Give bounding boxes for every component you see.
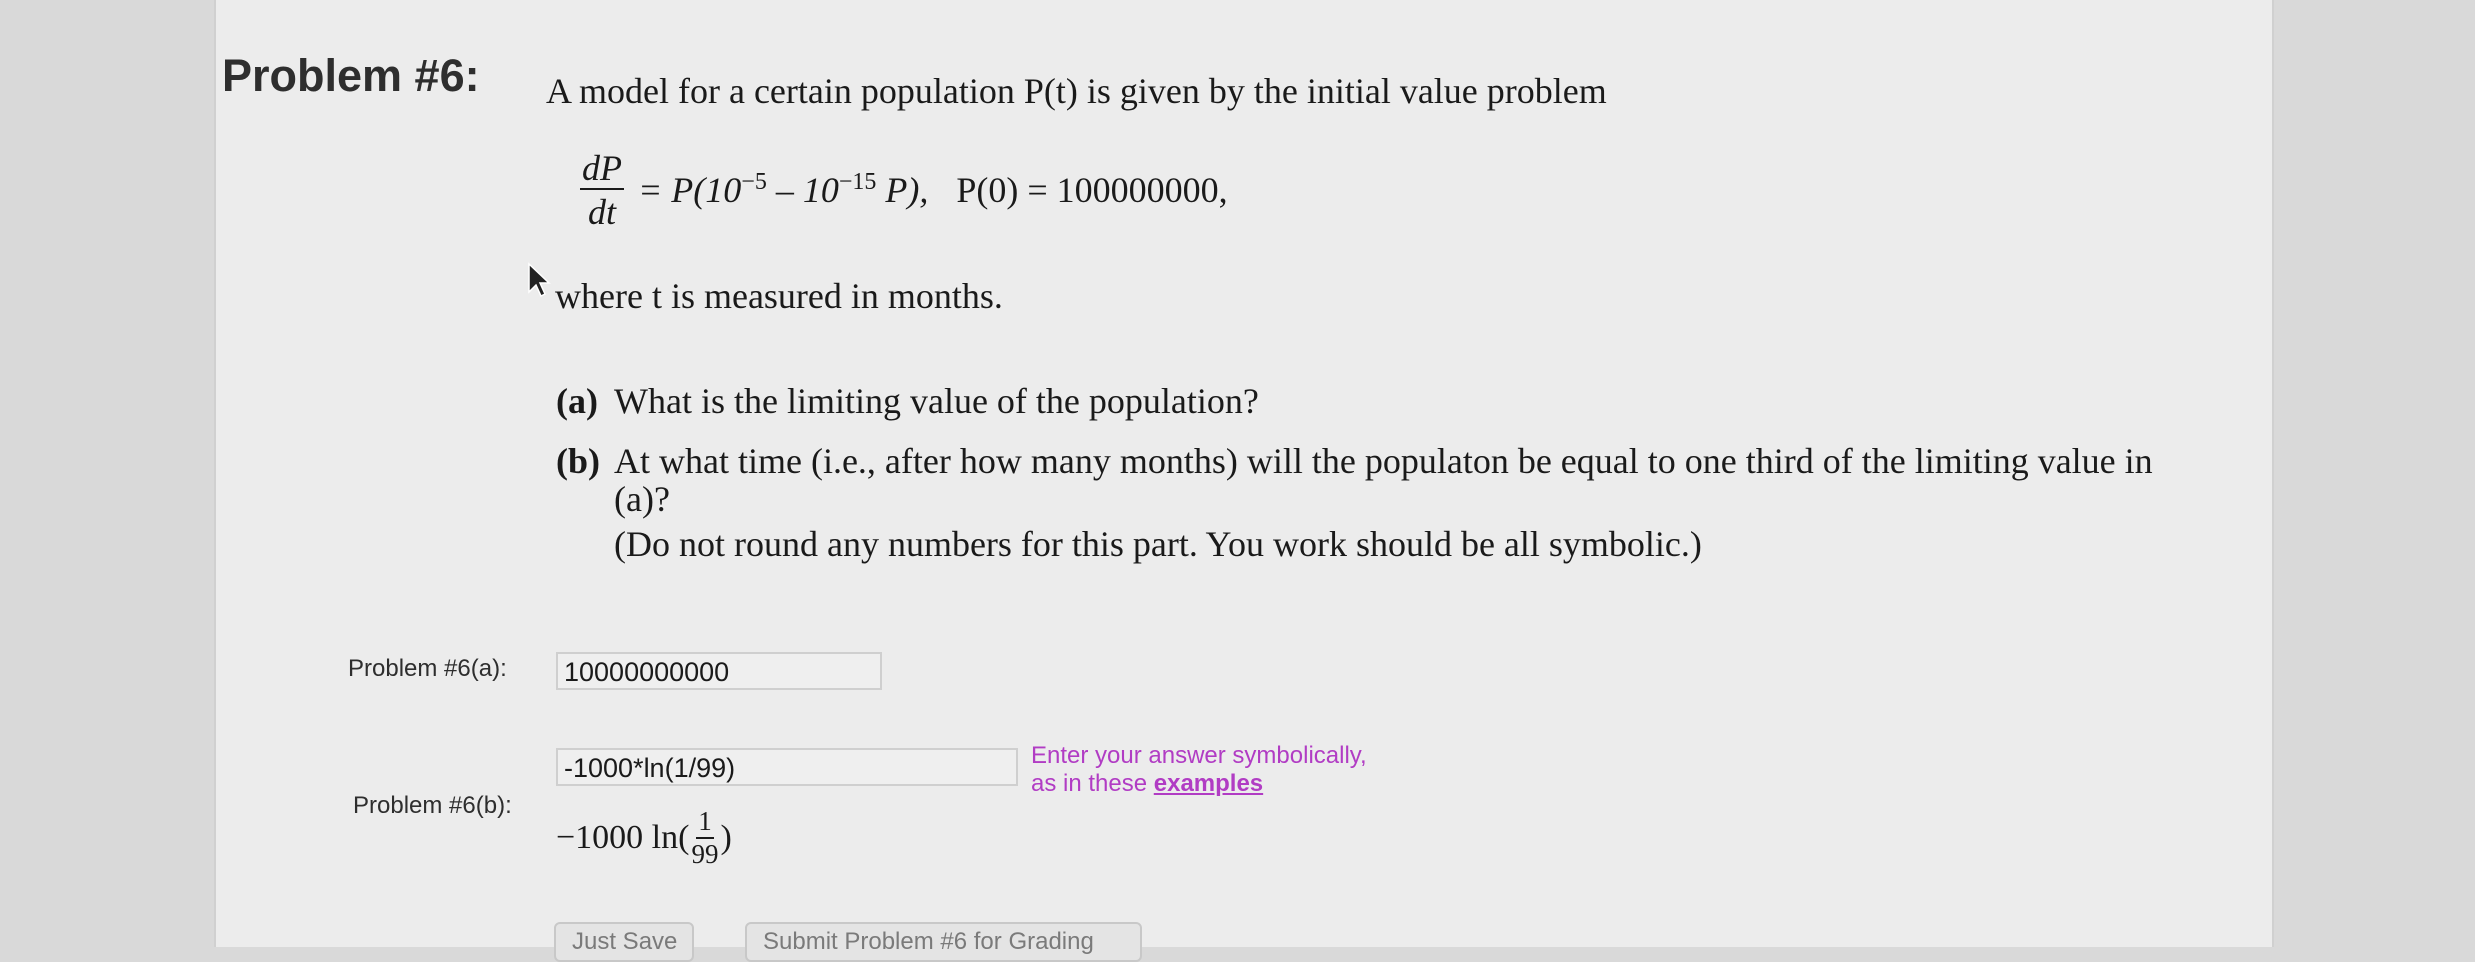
- submit-button[interactable]: Submit Problem #6 for Grading: [745, 922, 1142, 962]
- rhs-suffix: P),: [876, 170, 929, 210]
- part-b-text-line3: (Do not round any numbers for this part. You work should be all symbolic.): [614, 524, 1702, 564]
- time-unit-note: where t is measured in months.: [555, 276, 1003, 316]
- equation-rhs: [638, 169, 928, 211]
- part-a-label: (a): [556, 381, 598, 421]
- hint-line2-wrap: [1031, 770, 1367, 798]
- preview-denominator: 99: [691, 839, 719, 869]
- derivative-numerator: dP: [582, 148, 622, 188]
- hint-line1: Enter your answer symbolically,: [1031, 742, 1367, 769]
- part-b-label: (b): [556, 441, 600, 481]
- preview-suffix: ): [720, 819, 732, 856]
- answer-b-label: Problem #6(b):: [353, 792, 512, 819]
- mouse-cursor-icon: [527, 262, 557, 302]
- exponent-2: −15: [838, 169, 877, 195]
- differential-equation: [580, 150, 1228, 230]
- rhs-mid: – 10: [766, 170, 839, 210]
- answer-a-input[interactable]: 10000000000: [556, 652, 882, 690]
- examples-link[interactable]: examples: [1153, 770, 1264, 797]
- rhs-prefix: = P(10: [638, 170, 742, 210]
- preview-numerator: 1: [696, 808, 714, 839]
- answer-b-input[interactable]: -1000*ln(1/99): [556, 748, 1018, 786]
- exponent-1: −5: [741, 169, 767, 195]
- problem-title: Problem #6:: [222, 50, 480, 101]
- initial-condition: P(0) = 100000000,: [956, 170, 1228, 210]
- answer-a-label: Problem #6(a):: [348, 655, 507, 682]
- problem-intro: A model for a certain population P(t) is given by the initial value problem: [546, 71, 1607, 111]
- part-b-text-line2: (a)?: [614, 479, 670, 519]
- part-a-text: What is the limiting value of the population?: [614, 381, 1259, 421]
- just-save-button[interactable]: Just Save: [554, 922, 694, 962]
- hint-line2: as in these: [1031, 770, 1154, 797]
- answer-hint: [1031, 742, 1367, 798]
- derivative-denominator: dt: [587, 192, 616, 232]
- answer-b-preview: [556, 808, 732, 868]
- derivative-fraction: [580, 150, 624, 230]
- preview-prefix: −1000 ln(: [556, 819, 690, 856]
- part-b-text-line1: At what time (i.e., after how many months) will the populaton be equal to one third of the limiting value in: [614, 441, 2153, 481]
- preview-fraction: [691, 808, 718, 868]
